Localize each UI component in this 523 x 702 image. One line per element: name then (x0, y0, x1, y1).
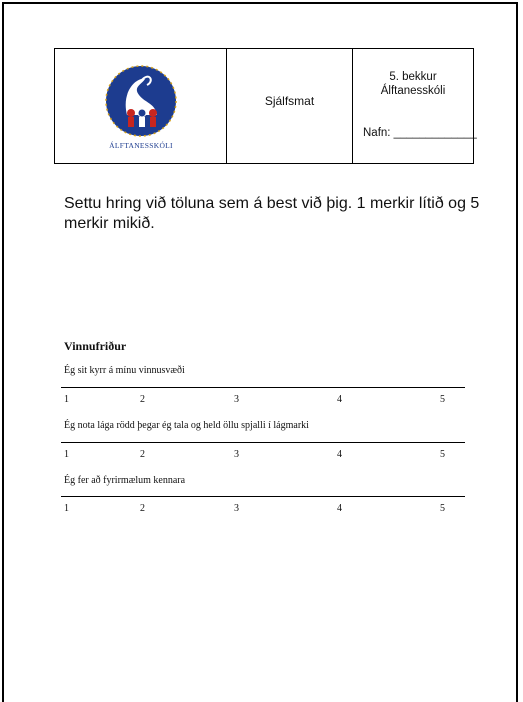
question-text: Ég fer að fyrirmælum kennara (64, 475, 186, 486)
title-cell (227, 49, 353, 163)
question-text: Ég nota lága rödd þegar ég tala og held öllu spjalli í lágmarki (64, 420, 309, 431)
rating-option[interactable]: 1 (64, 394, 69, 405)
info-cell (353, 49, 477, 163)
rating-option[interactable]: 2 (140, 449, 145, 460)
rating-option[interactable]: 4 (337, 394, 342, 405)
question-text: Ég sit kyrr á mínu vinnusvæði (64, 365, 185, 376)
form-title: Sjálfsmat (264, 94, 315, 108)
rating-option[interactable]: 3 (234, 449, 239, 460)
school-crest-swan-logo (85, 57, 197, 157)
rating-option[interactable]: 1 (64, 449, 69, 460)
divider (61, 442, 465, 443)
rating-scale (64, 503, 464, 515)
grade-label: 5. bekkur (389, 71, 437, 83)
rating-option[interactable]: 5 (440, 503, 445, 514)
name-field[interactable]: Nafn: _____________ (363, 127, 477, 139)
divider (61, 496, 465, 497)
rating-option[interactable]: 3 (234, 503, 239, 514)
rating-option[interactable]: 3 (234, 394, 239, 405)
logo-text: ÁLFTANESSKÓLI (109, 141, 173, 150)
document-page (2, 2, 518, 702)
rating-option[interactable]: 1 (64, 503, 69, 514)
instruction-text: Settu hring við töluna sem á best við þig. 1 merkir lítið og 5 merkir mikið. (64, 195, 480, 232)
rating-option[interactable]: 4 (337, 503, 342, 514)
school-name: Álftanesskóli (380, 85, 446, 97)
rating-option[interactable]: 5 (440, 449, 445, 460)
rating-option[interactable]: 2 (140, 503, 145, 514)
rating-option[interactable]: 5 (440, 394, 445, 405)
divider (61, 387, 465, 388)
rating-scale (64, 394, 464, 406)
rating-option[interactable]: 2 (140, 394, 145, 405)
header-table (54, 48, 477, 164)
section-heading: Vinnufriður (64, 339, 127, 353)
logo-cell (55, 49, 227, 163)
rating-scale (64, 449, 464, 461)
rating-option[interactable]: 4 (337, 449, 342, 460)
